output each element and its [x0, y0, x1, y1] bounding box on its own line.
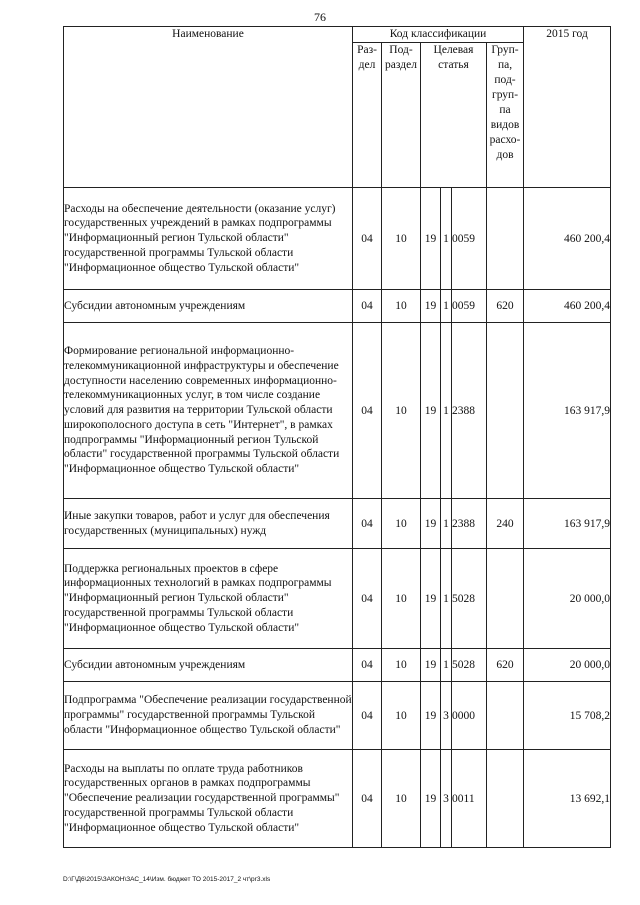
row-csr-program: 19 [421, 499, 441, 549]
row-csr-subprogram: 1 [441, 499, 452, 549]
row-amount: 163 917,9 [524, 323, 611, 499]
row-subsection: 10 [382, 290, 421, 323]
table-row [64, 549, 611, 649]
row-csr-subprogram: 1 [441, 188, 452, 290]
row-name: Субсидии автономным учреждениям [64, 290, 353, 323]
table-row [64, 649, 611, 682]
row-name: Поддержка региональных проектов в сфере информационных технологий в рамках подпрограммы "Информационный регион Тульской области" государственной программы Тульской области "Информационное общество Тульской области" [64, 549, 353, 649]
row-group: 620 [487, 649, 524, 682]
header-expense-group: Груп- па, под- груп- па видов расхо- дов [487, 43, 524, 188]
row-group [487, 750, 524, 848]
table-row [64, 750, 611, 848]
row-csr-program: 19 [421, 549, 441, 649]
row-section: 04 [353, 323, 382, 499]
row-amount: 20 000,0 [524, 549, 611, 649]
table-row [64, 188, 611, 290]
row-subsection: 10 [382, 188, 421, 290]
row-amount: 460 200,4 [524, 188, 611, 290]
budget-table [63, 26, 611, 848]
row-section: 04 [353, 750, 382, 848]
row-group [487, 682, 524, 750]
row-section: 04 [353, 499, 382, 549]
header-subsection: Под- раздел [382, 43, 421, 188]
row-csr-subprogram: 1 [441, 649, 452, 682]
row-amount: 20 000,0 [524, 649, 611, 682]
table-row [64, 499, 611, 549]
header-target-article: Целевая статья [421, 43, 487, 188]
row-group [487, 549, 524, 649]
row-csr-program: 19 [421, 649, 441, 682]
row-subsection: 10 [382, 682, 421, 750]
row-csr-subprogram: 3 [441, 682, 452, 750]
row-csr-subprogram: 1 [441, 290, 452, 323]
row-subsection: 10 [382, 649, 421, 682]
row-name: Расходы на обеспечение деятельности (оказание услуг) государственных учреждений в рамках подпрограммы "Информационный регион Тульской области" государственной программы Тульской области "Информационное общество Тульской области" [64, 188, 353, 290]
row-section: 04 [353, 649, 382, 682]
row-group [487, 323, 524, 499]
row-csr-program: 19 [421, 188, 441, 290]
row-csr-code: 0011 [452, 750, 487, 848]
row-name: Расходы на выплаты по оплате труда работников государственных органов в рамках подпрограммы "Обеспечение реализации государственной программы" государственной программы Тульской области "Информационное общество Тульской области" [64, 750, 353, 848]
row-csr-code: 5028 [452, 549, 487, 649]
row-csr-code: 0059 [452, 290, 487, 323]
row-section: 04 [353, 290, 382, 323]
header-section: Раз- дел [353, 43, 382, 188]
row-amount: 13 692,1 [524, 750, 611, 848]
row-csr-code: 0059 [452, 188, 487, 290]
row-subsection: 10 [382, 499, 421, 549]
table-row [64, 323, 611, 499]
row-name: Подпрограмма "Обеспечение реализации государственной программы" государственной программы Тульской области "Информационное общество Тульской области" [64, 682, 353, 750]
row-amount: 15 708,2 [524, 682, 611, 750]
row-group: 620 [487, 290, 524, 323]
file-path-footer: D:\Г\Д6\2015\ЗАКОН\ЗАС_14\Изм. бюджет ТО 2015-2017_2 чт\pr3.xls [63, 876, 271, 883]
row-csr-program: 19 [421, 750, 441, 848]
header-classification: Код классификации [353, 27, 524, 43]
row-name: Иные закупки товаров, работ и услуг для обеспечения государственных (муниципальных) нужд [64, 499, 353, 549]
row-csr-code: 2388 [452, 499, 487, 549]
row-subsection: 10 [382, 549, 421, 649]
row-name: Формирование региональной информационно-телекоммуникационной инфраструктуры и обеспечение доступности населению современных информационно-телекоммуникационных услуг, в том числе создание условий для развития на территории Тульской области широкополосного доступа в сеть "Интернет", в рамках подпрограммы "Информационный регион Тульской области" государственной программы Тульской области "Информационное общество Тульской области" [64, 323, 353, 499]
page-number: 76 [314, 10, 326, 24]
row-section: 04 [353, 549, 382, 649]
row-section: 04 [353, 682, 382, 750]
row-csr-program: 19 [421, 323, 441, 499]
row-subsection: 10 [382, 750, 421, 848]
row-amount: 460 200,4 [524, 290, 611, 323]
header-name: Наименование [64, 27, 353, 188]
row-section: 04 [353, 188, 382, 290]
table-row [64, 290, 611, 323]
row-csr-program: 19 [421, 290, 441, 323]
row-csr-subprogram: 1 [441, 323, 452, 499]
header-year: 2015 год [524, 27, 611, 188]
row-group: 240 [487, 499, 524, 549]
row-name: Субсидии автономным учреждениям [64, 649, 353, 682]
row-group [487, 188, 524, 290]
row-csr-subprogram: 3 [441, 750, 452, 848]
row-csr-code: 2388 [452, 323, 487, 499]
row-csr-program: 19 [421, 682, 441, 750]
row-csr-code: 0000 [452, 682, 487, 750]
table-row [64, 682, 611, 750]
row-subsection: 10 [382, 323, 421, 499]
row-csr-code: 5028 [452, 649, 487, 682]
row-amount: 163 917,9 [524, 499, 611, 549]
row-csr-subprogram: 1 [441, 549, 452, 649]
